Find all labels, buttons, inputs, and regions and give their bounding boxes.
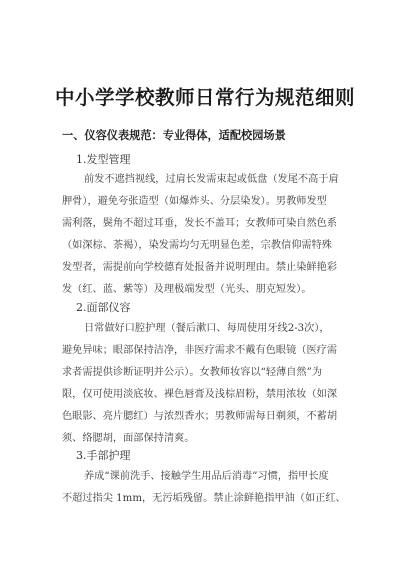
document-title: 中小学学校教师日常行为规范细则 <box>54 86 355 109</box>
paragraph-line: 前发不遮挡视线，过肩长发需束起或低盘（发尾不高于肩 <box>84 174 339 185</box>
paragraph-line: 须、络腮胡，面部保持清爽。 <box>62 433 195 444</box>
subsection-label-hairstyle: 1.发型管理 <box>76 153 131 166</box>
paragraph-line: 胛骨），避免夸张造型（如爆炸头、分层染发）。男教师发型 <box>62 196 327 207</box>
paragraph-line: 养成“课前洗手、接触学生用品后消毒”习惯，指甲长度 <box>84 471 329 482</box>
paragraph-line: （如深棕、茶褐），染发需均匀无明显色差，宗教信仰需特殊 <box>62 240 332 251</box>
paragraph-line: 限，仅可使用淡底妆、裸色唇膏及浅棕眉粉，禁用浓妆（如深 <box>62 389 338 400</box>
paragraph-face <box>62 318 362 450</box>
paragraph-hairstyle <box>62 169 362 301</box>
paragraph-line: 色眼影、亮片腮红）与浓烈香水；男教师需每日剃须，不蓄胡 <box>62 411 338 422</box>
subsection-label-hands: 3.手部护理 <box>76 449 131 462</box>
section-heading: 一、仪容仪表规范：专业得体，适配校园场景 <box>62 129 286 142</box>
paragraph-line: 不超过指尖 1mm，无污垢残留。禁止涂鲜艳指甲油（如正红、 <box>62 493 346 504</box>
paragraph-line: 需利落，鬓角不超过耳垂，发长不盖耳；女教师可染自然色系 <box>62 218 338 229</box>
paragraph-hands <box>62 466 362 510</box>
paragraph-line: 求者需提供诊断证明并公示）。女教师妆容以“轻薄自然”为 <box>62 367 323 378</box>
paragraph-line: 避免异味；眼部保持洁净，非医疗需求不戴有色眼镜（医疗需 <box>62 345 338 356</box>
paragraph-line: 发型者，需提前向学校德育处报备并说明理由。禁止染鲜艳彩 <box>62 262 338 273</box>
subsection-label-face: 2.面部仪容 <box>76 301 131 314</box>
paragraph-line: 发（红、蓝、紫等）及理极端发型（光头、朋克短发）。 <box>62 284 312 295</box>
paragraph-line: 日常做好口腔护理（餐后漱口、每周使用牙线2-3次）， <box>84 323 330 334</box>
